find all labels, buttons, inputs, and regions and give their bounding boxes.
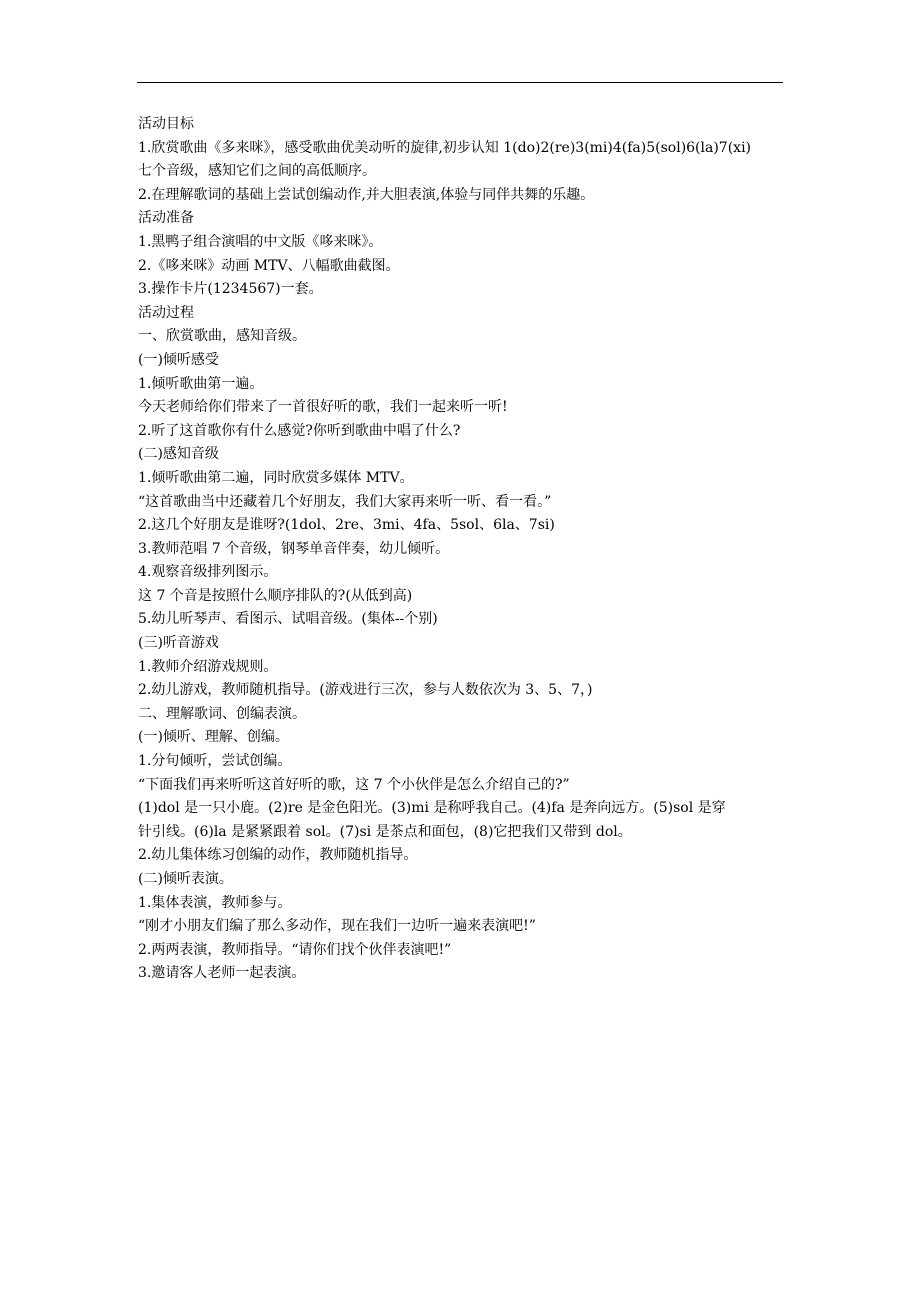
text-line: 2.幼儿集体练习创编的动作，教师随机指导。 [138,847,418,864]
document-body [138,113,784,986]
text-line: 活动准备 [138,210,194,227]
text-line: 3.教师范唱 7 个音级，钢琴单音伴奏，幼儿倾听。 [138,540,450,557]
text-line: 3.邀请客人老师一起表演。 [138,965,306,982]
text-line: “这首歌曲当中还藏着几个好朋友，我们大家再来听一听、看一看。” [138,493,552,510]
text-line: 2.这几个好朋友是谁呀?(1dol、2re、3mi、4fa、5sol、6la、7si) [138,517,555,534]
text-line: 1.集体表演，教师参与。 [138,894,292,911]
text-line: (1)dol 是一只小鹿。(2)re 是金色阳光。(3)mi 是称呼我自己。(4)fa 是奔向远方。(5)sol 是穿 [138,800,726,817]
text-line: “刚才小朋友们编了那么多动作，现在我们一边听一遍来表演吧!” [138,918,536,935]
text-line: 活动目标 [138,116,194,132]
text-line: 4.观察音级排列图示。 [138,564,278,581]
text-line: 5.幼儿听琴声、看图示、试唱音级。(集体--个别) [138,611,438,628]
text-line: 2.两两表演，教师指导。“请你们找个伙伴表演吧!” [138,941,452,958]
text-line: 一、欣赏歌曲，感知音级。 [138,328,306,345]
text-line: 1.分句倾听，尝试创编。 [138,753,292,770]
text-line: 针引线。(6)la 是紧紧跟着 sol。(7)si 是茶点和面包，(8)它把我们又带到 dol。 [138,823,632,840]
text-line: 1.欣赏歌曲《多来咪》，感受歌曲优美动听的旋律,初步认知 1(do)2(re)3(mi)4(fa)5(sol)6(la)7(xi) [138,139,752,156]
text-line: 活动过程 [138,304,194,321]
text-line: 2.听了这首歌你有什么感觉?你听到歌曲中唱了什么? [138,422,461,439]
text-line: 2.《哆来咪》动画 MTV、八幅歌曲截图。 [138,257,400,274]
text-line: (一)倾听感受 [138,351,219,368]
text-line: 这 7 个音是按照什么顺序排队的?(从低到高) [138,587,413,604]
text-line: 今天老师给你们带来了一首很好听的歌，我们一起来听一听! [138,399,508,416]
text-line: 二、理解歌词、创编表演。 [138,705,306,722]
header-rule [137,82,783,83]
text-line: 七个音级，感知它们之间的高低顺序。 [138,163,376,180]
text-line: 2.幼儿游戏，教师随机指导。(游戏进行三次，参与人数依次为 3、5、7，) [138,682,593,699]
text-line: (一)倾听、理解、创编。 [138,729,289,746]
text-line: “下面我们再来听听这首好听的歌，这 7 个小伙伴是怎么介绍自己的?” [138,776,570,793]
text-line: 1.教师介绍游戏规则。 [138,658,278,675]
text-line: 3.操作卡片(1234567)一套。 [138,281,323,298]
text-line: (二)感知音级 [138,446,219,463]
text-line: 1.倾听歌曲第一遍。 [138,375,264,392]
text-line: (三)听音游戏 [138,635,219,652]
text-line: 2.在理解歌词的基础上尝试创编动作,并大胆表演,体验与同伴共舞的乐趣。 [138,186,595,203]
text-line: 1.倾听歌曲第二遍，同时欣赏多媒体 MTV。 [138,469,414,486]
text-line: 1.黑鸭子组合演唱的中文版《哆来咪》。 [138,233,383,250]
text-line: (二)倾听表演。 [138,871,233,887]
